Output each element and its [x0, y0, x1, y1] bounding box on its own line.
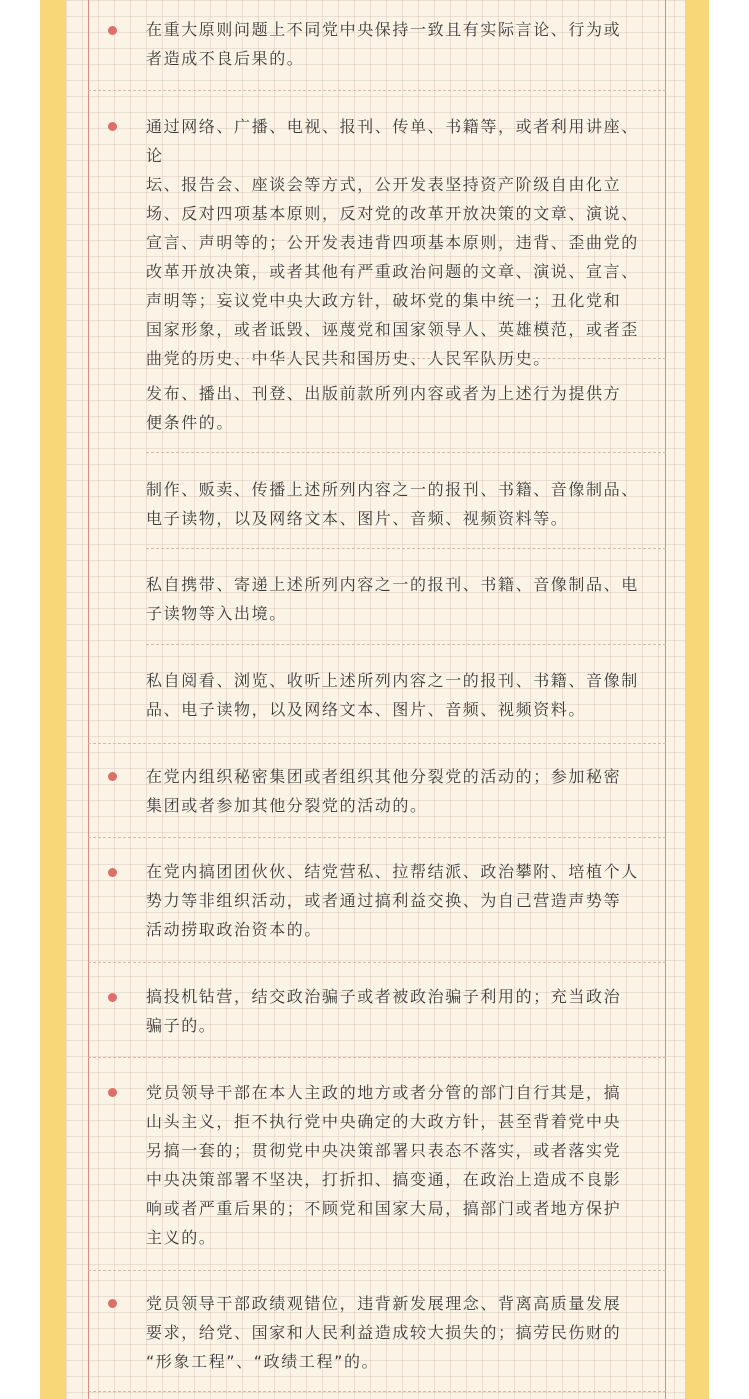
- bullet-dot-icon: [108, 772, 117, 781]
- dashed-divider: [146, 358, 666, 359]
- dashed-divider: [146, 452, 666, 453]
- item-text: 在党内搞团团伙伙、结党营私、拉帮结派、政治攀附、培植个人 势力等非组织活动，或者通过搞利益交换、为自己营造声势等 活动捞取政治资本的。: [146, 862, 639, 939]
- bullet-dot-icon: [108, 122, 117, 131]
- dashed-divider: [88, 90, 666, 91]
- item-text: 搞投机钻营，结交政治骗子或者被政治骗子利用的；充当政治 骗子的。: [146, 987, 622, 1035]
- dashed-divider: [88, 962, 666, 963]
- item-text: 在重大原则问题上不同党中央保持一致且有实际言论、行为或 者造成不良后果的。: [146, 20, 622, 68]
- item-text: 通过网络、广播、电视、报刊、传单、书籍等，或者利用讲座、论 坛、报告会、座谈会等方式，公开发表坚持资产阶级自由化立 场、反对四项基本原则，反对党的改革开放决策的文章、演说、 宣言、声明等的；公开发表违背四项基本原则，违背、歪曲党的 改革开放决策，或者其他有严重政治问题的文章、演说、宣言、 声明等；妄议党中央大政方针，破坏党的集中统一；丑化党和 国家形象，或者诋毁、诬蔑党和国家领导人、英雄模范，或者歪 曲党的历史、中华人民共和国历史、人民军队历史。: [146, 117, 639, 368]
- bullet-dot-icon: [108, 1299, 117, 1308]
- item-text: 私自阅看、浏览、收听上述所列内容之一的报刊、书籍、音像制 品、电子读物，以及网络文本、图片、音频、视频资料。: [146, 671, 639, 719]
- dashed-divider: [88, 1057, 666, 1058]
- bullet-dot-icon: [108, 26, 117, 35]
- bullet-dot-icon: [108, 868, 117, 877]
- item-text: 党员领导干部在本人主政的地方或者分管的部门自行其是，搞 山头主义，拒不执行党中央确定的大政方针，甚至背着党中央 另搞一套的；贯彻党中央决策部署只表态不落实，或者落实党 中央决策部署不坚决，打折扣、搞变通，在政治上造成不良影 响或者严重后果的；不顾党和国家大局，搞部门或者地方保护 主义的。: [146, 1083, 622, 1247]
- dashed-divider: [146, 548, 666, 549]
- left-yellow-band: [40, 0, 66, 1399]
- item-text: 制作、贩卖、传播上述所列内容之一的报刊、书籍、音像制品、 电子读物，以及网络文本、图片、音频、视频资料等。: [146, 480, 639, 528]
- right-yellow-band: [685, 0, 709, 1399]
- item-text: 党员领导干部政绩观错位，违背新发展理念、背离高质量发展 要求，给党、国家和人民利益造成较大损失的；搞劳民伤财的 “形象工程”、“政绩工程”的。: [146, 1294, 622, 1371]
- item-text: 私自携带、寄递上述所列内容之一的报刊、书籍、音像制品、电 子读物等入出境。: [146, 575, 639, 623]
- item-text: 在党内组织秘密集团或者组织其他分裂党的活动的；参加秘密 集团或者参加其他分裂党的活动的。: [146, 767, 622, 815]
- dashed-divider: [88, 1270, 666, 1271]
- bullet-dot-icon: [108, 1088, 117, 1097]
- bullet-dot-icon: [108, 993, 117, 1002]
- dashed-divider: [88, 1391, 666, 1392]
- dashed-divider: [146, 644, 666, 645]
- item-text: 发布、播出、刊登、出版前款所列内容或者为上述行为提供方 便条件的。: [146, 384, 622, 432]
- dashed-divider: [88, 743, 666, 744]
- dashed-divider: [88, 837, 666, 838]
